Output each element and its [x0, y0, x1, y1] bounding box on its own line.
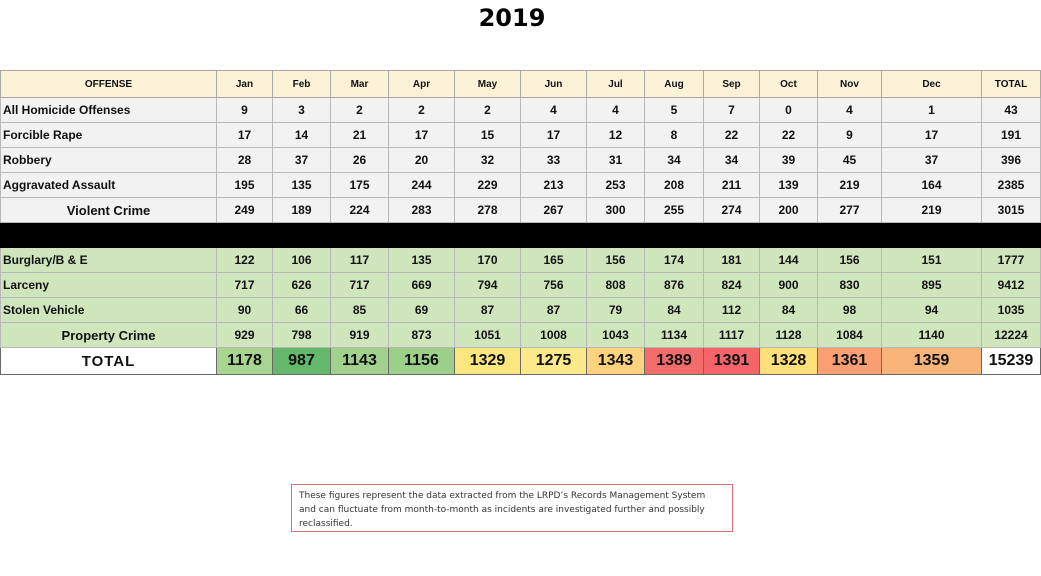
- offense-name-cell: TOTAL: [1, 348, 217, 375]
- month-value-cell: 824: [704, 273, 760, 298]
- month-value-cell: 165: [521, 248, 587, 273]
- divider-cell: [882, 223, 982, 248]
- month-value-cell: 200: [760, 198, 818, 223]
- month-value-cell: 3: [273, 98, 331, 123]
- month-value-cell: 7: [704, 98, 760, 123]
- month-column-header: Sep: [704, 71, 760, 98]
- month-value-cell: 278: [455, 198, 521, 223]
- month-value-cell: 1391: [704, 348, 760, 375]
- month-value-cell: 8: [645, 123, 704, 148]
- month-value-cell: 17: [521, 123, 587, 148]
- month-value-cell: 94: [882, 298, 982, 323]
- month-value-cell: 4: [818, 98, 882, 123]
- month-value-cell: 1008: [521, 323, 587, 348]
- divider-cell: [704, 223, 760, 248]
- month-column-header: Mar: [331, 71, 389, 98]
- month-value-cell: 17: [217, 123, 273, 148]
- row-total-cell: 1035: [982, 298, 1041, 323]
- month-column-header: TOTAL: [982, 71, 1041, 98]
- month-value-cell: 895: [882, 273, 982, 298]
- property-offense-row: [1, 273, 1041, 298]
- month-column-header: Oct: [760, 71, 818, 98]
- violent-offense-row: [1, 98, 1041, 123]
- property-offense-row: [1, 248, 1041, 273]
- disclaimer-note: These figures represent the data extracted from the LRPD’s Records Management System and can fluctuate from month-to-month as incidents are investigated further and possibly reclassified.: [291, 484, 733, 532]
- month-value-cell: 794: [455, 273, 521, 298]
- offense-column-header: OFFENSE: [1, 71, 217, 98]
- month-value-cell: 211: [704, 173, 760, 198]
- month-value-cell: 90: [217, 298, 273, 323]
- month-value-cell: 1156: [389, 348, 455, 375]
- violent-offense-row: [1, 148, 1041, 173]
- month-value-cell: 189: [273, 198, 331, 223]
- month-value-cell: 717: [217, 273, 273, 298]
- month-value-cell: 117: [331, 248, 389, 273]
- divider-cell: [818, 223, 882, 248]
- month-column-header: Nov: [818, 71, 882, 98]
- month-value-cell: 156: [587, 248, 645, 273]
- month-value-cell: 12: [587, 123, 645, 148]
- month-value-cell: 112: [704, 298, 760, 323]
- month-column-header: Aug: [645, 71, 704, 98]
- section-divider-row: [1, 223, 1041, 248]
- violent-offense-row: [1, 173, 1041, 198]
- month-value-cell: 1128: [760, 323, 818, 348]
- month-column-header: Apr: [389, 71, 455, 98]
- offense-name-cell: Aggravated Assault: [1, 173, 217, 198]
- month-value-cell: 626: [273, 273, 331, 298]
- row-total-cell: 191: [982, 123, 1041, 148]
- month-value-cell: 170: [455, 248, 521, 273]
- month-value-cell: 98: [818, 298, 882, 323]
- month-value-cell: 26: [331, 148, 389, 173]
- divider-cell: [273, 223, 331, 248]
- month-value-cell: 1140: [882, 323, 982, 348]
- month-value-cell: 876: [645, 273, 704, 298]
- month-value-cell: 79: [587, 298, 645, 323]
- month-value-cell: 277: [818, 198, 882, 223]
- month-value-cell: 219: [882, 198, 982, 223]
- month-value-cell: 229: [455, 173, 521, 198]
- month-value-cell: 4: [587, 98, 645, 123]
- month-value-cell: 17: [389, 123, 455, 148]
- month-value-cell: 39: [760, 148, 818, 173]
- month-value-cell: 1134: [645, 323, 704, 348]
- page-title: 2019: [478, 4, 546, 32]
- month-value-cell: 213: [521, 173, 587, 198]
- month-value-cell: 5: [645, 98, 704, 123]
- month-value-cell: 135: [273, 173, 331, 198]
- month-value-cell: 267: [521, 198, 587, 223]
- month-column-header: May: [455, 71, 521, 98]
- divider-cell: [389, 223, 455, 248]
- month-column-header: Feb: [273, 71, 331, 98]
- month-value-cell: 987: [273, 348, 331, 375]
- month-value-cell: 274: [704, 198, 760, 223]
- grand-total-row: [1, 348, 1041, 375]
- month-value-cell: 22: [760, 123, 818, 148]
- month-value-cell: 45: [818, 148, 882, 173]
- offense-name-cell: Stolen Vehicle: [1, 298, 217, 323]
- month-value-cell: 9: [217, 98, 273, 123]
- month-value-cell: 1328: [760, 348, 818, 375]
- month-value-cell: 164: [882, 173, 982, 198]
- property-offense-row: [1, 298, 1041, 323]
- month-value-cell: 106: [273, 248, 331, 273]
- offense-name-cell: Violent Crime: [1, 198, 217, 223]
- month-value-cell: 17: [882, 123, 982, 148]
- month-value-cell: 69: [389, 298, 455, 323]
- month-value-cell: 1178: [217, 348, 273, 375]
- month-value-cell: 14: [273, 123, 331, 148]
- month-value-cell: 219: [818, 173, 882, 198]
- month-value-cell: 37: [882, 148, 982, 173]
- month-value-cell: 85: [331, 298, 389, 323]
- month-value-cell: 21: [331, 123, 389, 148]
- month-value-cell: 22: [704, 123, 760, 148]
- month-value-cell: 717: [331, 273, 389, 298]
- month-value-cell: 756: [521, 273, 587, 298]
- month-value-cell: 1343: [587, 348, 645, 375]
- offense-name-cell: Larceny: [1, 273, 217, 298]
- divider-cell: [521, 223, 587, 248]
- month-value-cell: 33: [521, 148, 587, 173]
- month-value-cell: 9: [818, 123, 882, 148]
- month-value-cell: 151: [882, 248, 982, 273]
- month-value-cell: 1329: [455, 348, 521, 375]
- month-value-cell: 28: [217, 148, 273, 173]
- row-total-cell: 396: [982, 148, 1041, 173]
- month-value-cell: 32: [455, 148, 521, 173]
- offense-name-cell: Property Crime: [1, 323, 217, 348]
- month-value-cell: 37: [273, 148, 331, 173]
- divider-cell: [587, 223, 645, 248]
- divider-cell: [455, 223, 521, 248]
- divider-cell: [645, 223, 704, 248]
- offense-name-cell: All Homicide Offenses: [1, 98, 217, 123]
- month-value-cell: 1117: [704, 323, 760, 348]
- month-value-cell: 798: [273, 323, 331, 348]
- month-value-cell: 31: [587, 148, 645, 173]
- month-value-cell: 84: [760, 298, 818, 323]
- month-value-cell: 1389: [645, 348, 704, 375]
- row-total-cell: 3015: [982, 198, 1041, 223]
- month-value-cell: 300: [587, 198, 645, 223]
- offense-name-cell: Burglary/B & E: [1, 248, 217, 273]
- month-value-cell: 929: [217, 323, 273, 348]
- month-value-cell: 66: [273, 298, 331, 323]
- property-crime-subtotal-row: [1, 323, 1041, 348]
- month-value-cell: 4: [521, 98, 587, 123]
- month-value-cell: 34: [704, 148, 760, 173]
- month-value-cell: 139: [760, 173, 818, 198]
- month-column-header: Jan: [217, 71, 273, 98]
- month-value-cell: 224: [331, 198, 389, 223]
- month-value-cell: 1051: [455, 323, 521, 348]
- month-value-cell: 1275: [521, 348, 587, 375]
- month-value-cell: 283: [389, 198, 455, 223]
- month-value-cell: 2: [389, 98, 455, 123]
- divider-cell: [331, 223, 389, 248]
- month-value-cell: 122: [217, 248, 273, 273]
- row-total-cell: 12224: [982, 323, 1041, 348]
- month-value-cell: 253: [587, 173, 645, 198]
- row-total-cell: 2385: [982, 173, 1041, 198]
- month-value-cell: 808: [587, 273, 645, 298]
- offense-name-cell: Robbery: [1, 148, 217, 173]
- month-value-cell: 156: [818, 248, 882, 273]
- month-column-header: Jun: [521, 71, 587, 98]
- row-total-cell: 43: [982, 98, 1041, 123]
- month-column-header: Dec: [882, 71, 982, 98]
- divider-cell: [760, 223, 818, 248]
- offense-name-cell: Forcible Rape: [1, 123, 217, 148]
- month-value-cell: 255: [645, 198, 704, 223]
- month-value-cell: 181: [704, 248, 760, 273]
- divider-cell: [217, 223, 273, 248]
- month-value-cell: 15: [455, 123, 521, 148]
- month-value-cell: 1084: [818, 323, 882, 348]
- month-value-cell: 34: [645, 148, 704, 173]
- violent-crime-subtotal-row: [1, 198, 1041, 223]
- month-value-cell: 919: [331, 323, 389, 348]
- violent-offense-row: [1, 123, 1041, 148]
- month-value-cell: 1359: [882, 348, 982, 375]
- month-value-cell: 20: [389, 148, 455, 173]
- month-value-cell: 174: [645, 248, 704, 273]
- month-value-cell: 249: [217, 198, 273, 223]
- month-value-cell: 84: [645, 298, 704, 323]
- month-column-header: Jul: [587, 71, 645, 98]
- header-row: [1, 71, 1041, 98]
- month-value-cell: 2: [455, 98, 521, 123]
- crime-statistics-table: [0, 70, 1041, 375]
- row-total-cell: 1777: [982, 248, 1041, 273]
- month-value-cell: 87: [521, 298, 587, 323]
- divider-cell: [982, 223, 1041, 248]
- table-body: [1, 71, 1041, 375]
- month-value-cell: 830: [818, 273, 882, 298]
- month-value-cell: 1143: [331, 348, 389, 375]
- month-value-cell: 244: [389, 173, 455, 198]
- month-value-cell: 873: [389, 323, 455, 348]
- month-value-cell: 669: [389, 273, 455, 298]
- divider-cell: [1, 223, 217, 248]
- row-total-cell: 15239: [982, 348, 1041, 375]
- month-value-cell: 144: [760, 248, 818, 273]
- month-value-cell: 2: [331, 98, 389, 123]
- month-value-cell: 195: [217, 173, 273, 198]
- month-value-cell: 0: [760, 98, 818, 123]
- month-value-cell: 87: [455, 298, 521, 323]
- month-value-cell: 135: [389, 248, 455, 273]
- month-value-cell: 1361: [818, 348, 882, 375]
- month-value-cell: 175: [331, 173, 389, 198]
- month-value-cell: 208: [645, 173, 704, 198]
- month-value-cell: 1: [882, 98, 982, 123]
- row-total-cell: 9412: [982, 273, 1041, 298]
- month-value-cell: 1043: [587, 323, 645, 348]
- month-value-cell: 900: [760, 273, 818, 298]
